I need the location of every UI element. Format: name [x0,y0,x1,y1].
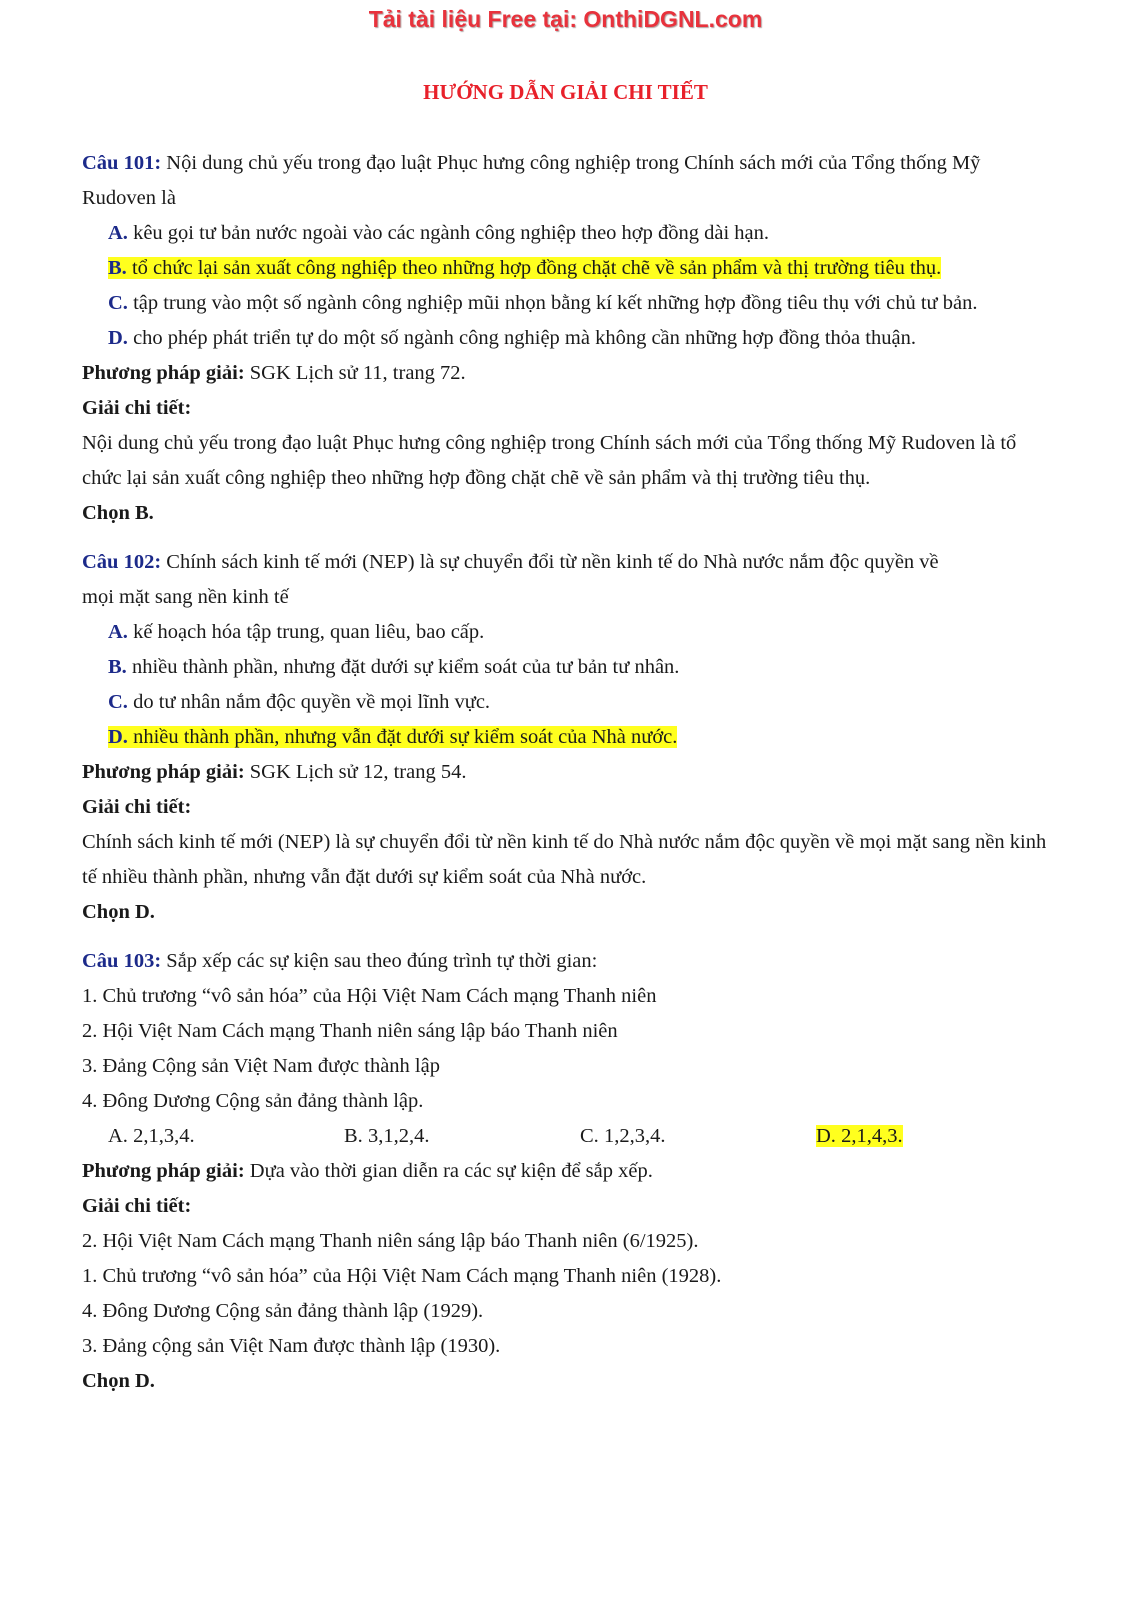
option-text: nhiều thành phần, nhưng đặt dưới sự kiểm soát của tư bản tư nhân. [131,656,680,678]
answer-choice: Chọn D. [82,901,155,923]
document-body [82,146,1052,1399]
option-a [82,216,1052,251]
option-letter: A. [108,222,128,244]
site-banner: Tải tài liệu Free tại: OnthiDGNL.com [368,6,763,32]
option-a [108,1119,344,1154]
question-text: Nội dung chủ yếu trong đạo luật Phục hưng công nghiệp trong Chính sách mới của Tổng thống Mỹ Rudoven là [82,152,981,209]
option-letter: A. [108,621,128,643]
method-line [82,356,1052,391]
event-item: 2. Hội Việt Nam Cách mạng Thanh niên sáng lập báo Thanh niên [82,1020,618,1042]
option-d [82,720,1052,755]
event-item: 3. Đảng Cộng sản Việt Nam được thành lập [82,1055,440,1077]
option-text: 3,1,2,4. [367,1125,430,1147]
question-103 [82,944,1052,1399]
answer-choice: Chọn D. [82,1370,155,1392]
option-text: cho phép phát triển tự do một số ngành công nghiệp mà không cần những hợp đồng thỏa thuận. [133,327,916,349]
correct-answer-highlight [108,257,941,279]
correct-answer-highlight [108,726,677,748]
option-text: do tư nhân nắm độc quyền về mọi lĩnh vực. [133,691,491,713]
option-text: 2,1,3,4. [133,1125,195,1147]
question-stem [82,944,1052,979]
option-b [82,650,1052,685]
option-letter: A. [108,1125,128,1147]
detail-label: Giải chi tiết: [82,397,192,419]
option-letter: D. [816,1125,836,1147]
method-line [82,1154,1052,1189]
option-d [816,1119,1052,1154]
detail-text: Chính sách kinh tế mới (NEP) là sự chuyển đổi từ nền kinh tế do Nhà nước nắm độc quyền về mọi mặt sang nền kinh tế nhiều thành phần, nhưng vẫn đặt dưới sự kiểm soát của Nhà nước. [82,831,1047,888]
detail-label: Giải chi tiết: [82,1195,192,1217]
question-label: Câu 103: [82,950,162,972]
question-label: Câu 102: [82,551,162,573]
method-text: Dựa vào thời gian diễn ra các sự kiện để sắp xếp. [249,1160,653,1182]
option-letter: D. [108,726,128,748]
detail-text: Nội dung chủ yếu trong đạo luật Phục hưng công nghiệp trong Chính sách mới của Tổng thống Mỹ Rudoven là tổ chức lại sản xuất công nghiệp theo những hợp đồng chặt chẽ về sản phẩm và thị trường tiêu thụ. [82,432,1017,489]
detail-line: 3. Đảng cộng sản Việt Nam được thành lập (1930). [82,1335,501,1357]
option-d [82,321,1052,356]
question-text: Chính sách kinh tế mới (NEP) là sự chuyển đổi từ nền kinh tế do Nhà nước nắm độc quyền về mọi mặt sang nền kinh tế [82,551,939,608]
option-text: tập trung vào một số ngành công nghiệp mũi nhọn bằng kí kết những hợp đồng tiêu thụ với chủ tư bản. [133,292,978,314]
question-text: Sắp xếp các sự kiện sau theo đúng trình tự thời gian: [166,950,598,972]
option-letter: C. [580,1125,599,1147]
option-letter: C. [108,292,128,314]
option-letter: D. [108,327,128,349]
method-text: SGK Lịch sử 11, trang 72. [249,362,466,384]
option-text: nhiều thành phần, nhưng vẫn đặt dưới sự kiểm soát của Nhà nước. [133,726,678,748]
options-row [82,1119,1052,1154]
method-line [82,755,1052,790]
option-b [344,1119,580,1154]
option-b [82,251,1052,286]
option-letter: C. [108,691,128,713]
option-text: 1,2,3,4. [603,1125,666,1147]
option-letter: B. [108,656,127,678]
question-stem [82,146,1052,216]
event-item: 1. Chủ trương “vô sản hóa” của Hội Việt Nam Cách mạng Thanh niên [82,985,657,1007]
option-text: 2,1,4,3. [841,1125,903,1147]
option-text: kêu gọi tư bản nước ngoài vào các ngành công nghiệp theo hợp đồng dài hạn. [133,222,770,244]
question-101 [82,146,1052,531]
detail-line: 1. Chủ trương “vô sản hóa” của Hội Việt Nam Cách mạng Thanh niên (1928). [82,1265,722,1287]
detail-label: Giải chi tiết: [82,796,192,818]
detail-line: 4. Đông Dương Cộng sản đảng thành lập (1929). [82,1300,484,1322]
question-stem [82,545,1052,615]
option-letter: B. [344,1125,363,1147]
option-c [82,685,1052,720]
event-item: 4. Đông Dương Cộng sản đảng thành lập. [82,1090,424,1112]
method-label: Phương pháp giải: [82,1160,245,1182]
question-label: Câu 101: [82,152,162,174]
correct-answer-highlight [816,1125,903,1147]
option-letter: B. [108,257,127,279]
question-102 [82,545,1052,930]
option-text: tổ chức lại sản xuất công nghiệp theo những hợp đồng chặt chẽ về sản phẩm và thị trường tiêu thụ. [131,257,942,279]
option-c [82,286,1052,321]
method-text: SGK Lịch sử 12, trang 54. [249,761,467,783]
option-text: kế hoạch hóa tập trung, quan liêu, bao cấp. [133,621,485,643]
detail-line: 2. Hội Việt Nam Cách mạng Thanh niên sáng lập báo Thanh niên (6/1925). [82,1230,699,1252]
option-a [82,615,1052,650]
option-c [580,1119,816,1154]
answer-choice: Chọn B. [82,502,154,524]
page-title: HƯỚNG DẪN GIẢI CHI TIẾT [423,80,708,104]
method-label: Phương pháp giải: [82,761,245,783]
method-label: Phương pháp giải: [82,362,245,384]
